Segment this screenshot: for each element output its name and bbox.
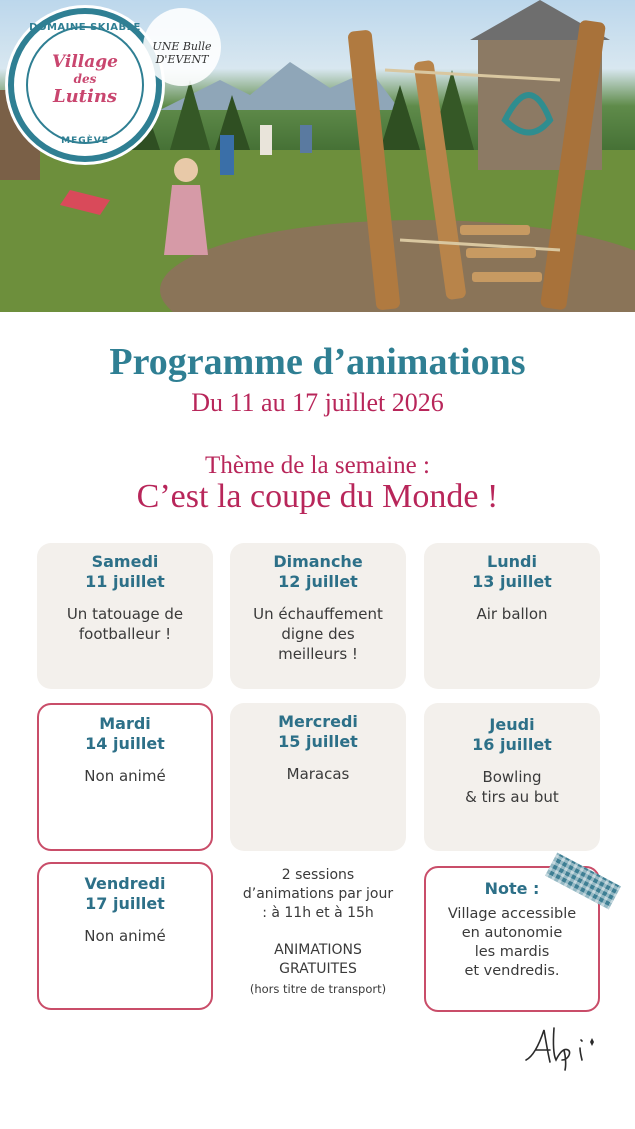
day-activity: Non animé [84,927,166,945]
transport-note: (hors titre de transport) [249,982,387,996]
day-activity: Un tatouage de footballeur ! [66,605,184,643]
day-name: Jeudi [489,715,535,734]
day-activity: Air ballon [476,605,548,623]
day-activity: Maracas [286,765,350,783]
day-name: Vendredi [84,874,166,893]
hero-photo [0,0,635,312]
day-card-dimanche [230,543,406,689]
village-des-lutins-logo [8,8,162,162]
day-activity: Un échauffement digne des meilleurs ! [253,605,383,663]
day-card-mardi [37,703,213,851]
day-date: 16 juillet [472,735,552,754]
day-date: 17 juillet [85,894,165,913]
sessions-text: 2 sessions d’animations par jour : à 11h et à 15h [242,867,394,921]
day-date: 13 juillet [472,572,552,591]
day-name: Samedi [91,552,159,571]
day-date: 15 juillet [278,732,358,751]
day-card-mercredi [230,703,406,851]
date-range: Du 11 au 17 juillet 2026 [191,388,444,417]
partner-logo-text: UNE Bulle D'EVENT [152,40,212,66]
theme-title: C’est la coupe du Monde ! [136,478,499,515]
note-text: Village accessible en autonomie les mardis et vendredis. [447,906,577,979]
logo-name-line2: des [73,72,97,86]
day-date: 14 juillet [85,734,165,753]
logo-name-line1: Village [52,52,118,72]
day-name: Lundi [487,552,537,571]
day-name: Dimanche [273,552,363,571]
day-name: Mercredi [278,712,358,731]
day-date: 11 juillet [85,572,165,591]
logo-top-text: DOMAINE SKIABLE [29,22,141,33]
logo-name-line3: Lutins [52,86,118,107]
day-card-lundi [424,543,600,689]
day-name: Mardi [99,714,151,733]
une-bulle-devent-logo [143,8,221,86]
free-animations-text: ANIMATIONS GRATUITES [274,942,362,977]
day-card-jeudi [424,703,600,851]
alpi-signature-icon [520,1022,604,1072]
theme-label: Thème de la semaine : [205,452,430,479]
page-title: Programme d’animations [109,341,526,383]
logo-bottom-text: MEGÈVE [61,136,109,146]
day-activity: Non animé [84,767,166,785]
day-card-samedi [37,543,213,689]
note-label: Note : [484,879,540,898]
sessions-info [230,866,406,997]
day-date: 12 juillet [278,572,358,591]
day-card-vendredi [37,862,213,1010]
day-activity: Bowling & tirs au but [465,768,559,806]
